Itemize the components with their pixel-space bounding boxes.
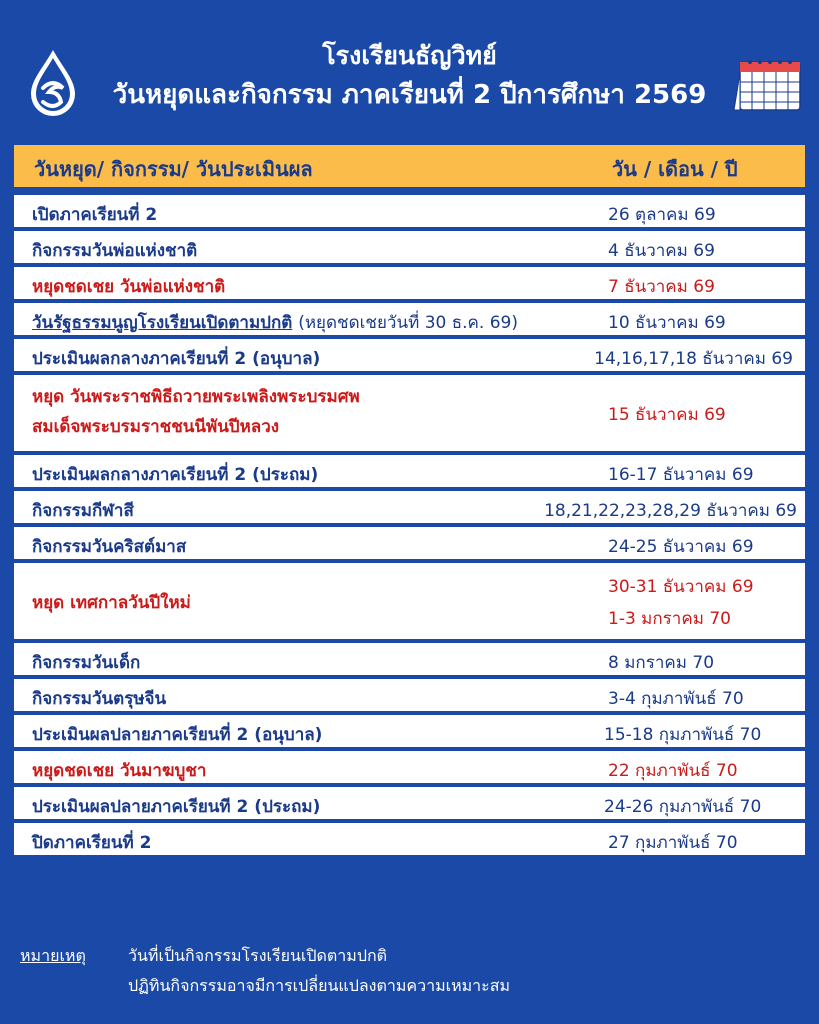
row-date: 24-26 กุมภาพันธ์ 70: [604, 797, 762, 817]
row-date: 7 ธันวาคม 69: [608, 277, 715, 297]
row-event: ประเมินผลปลายภาคเรียนที่ 2 (อนุบาล): [32, 725, 323, 745]
table-row: [14, 527, 805, 559]
row-date-line2: 1-3 มกราคม 70: [608, 609, 731, 629]
row-event: [32, 309, 518, 336]
row-event: ปิดภาคเรียนที่ 2: [32, 833, 152, 853]
row-event: หยุด วันพระราชพิธีถวายพระเพลิงพระบรมศพ: [32, 387, 360, 407]
school-name: โรงเรียนธัญวิทย์: [322, 41, 497, 70]
row-event-line2: สมเด็จพระบรมราชชนนีพันปีหลวง: [32, 417, 280, 437]
table-row: [14, 679, 805, 711]
table-row: [14, 195, 805, 227]
table-row: [14, 643, 805, 675]
row-date: 8 มกราคม 70: [608, 653, 715, 673]
page-title: วันหยุดและกิจกรรม ภาคเรียนที่ 2 ปีการศึกษา 2569: [112, 80, 707, 110]
footnote-line2: ปฏิทินกิจกรรมอาจมีการเปลี่ยนแปลงตามความเหมาะสม: [128, 976, 511, 995]
row-event: หยุดชดเชย วันพ่อแห่งชาติ: [32, 277, 226, 297]
row-event: หยุดชดเชย วันมาฆบูชา: [32, 761, 207, 781]
row-event: ประเมินผลปลายภาคเรียนที 2 (ประถม): [32, 797, 321, 817]
table-row: [14, 267, 805, 299]
row-date: 4 ธันวาคม 69: [608, 241, 715, 261]
table-row: [14, 715, 805, 747]
row-date: 27 กุมภาพันธ์ 70: [608, 833, 738, 853]
row-event: กิจกรรมวันเด็ก: [32, 653, 141, 673]
table-row: [14, 375, 805, 451]
table-row: [14, 231, 805, 263]
schedule-table: [14, 145, 805, 855]
table-row: [14, 339, 805, 371]
table-header: [14, 145, 805, 187]
row-event: ประเมินผลกลางภาคเรียนที่ 2 (อนุบาล): [32, 349, 321, 369]
table-row: [14, 823, 805, 855]
row-date: 10 ธันวาคม 69: [608, 313, 726, 333]
row-date: 30-31 ธันวาคม 69: [608, 577, 754, 597]
row-event: กิจกรรมวันคริสต์มาส: [32, 537, 187, 557]
row-date: 3-4 กุมภาพันธ์ 70: [608, 689, 744, 709]
row-date: 26 ตุลาคม 69: [608, 205, 716, 225]
row-date: 22 กุมภาพันธ์ 70: [608, 761, 738, 781]
header-date: วัน / เดือน / ปี: [612, 157, 738, 181]
table-row: [14, 491, 805, 523]
row-date: 24-25 ธันวาคม 69: [608, 537, 754, 557]
row-event: กิจกรรมกีฬาสี: [32, 501, 134, 521]
footnote-line1: วันที่เป็นกิจกรรมโรงเรียนเปิดตามปกติ: [128, 946, 388, 965]
row-date: 15 ธันวาคม 69: [608, 405, 726, 425]
calendar-icon: [732, 56, 802, 112]
header-event: วันหยุด/ กิจกรรม/ วันประเมินผล: [34, 157, 313, 181]
row-event: กิจกรรมวันพ่อแห่งชาติ: [32, 241, 198, 261]
row-event: หยุด เทศกาลวันปีใหม่: [32, 593, 191, 613]
row-date: 14,16,17,18 ธันวาคม 69: [594, 349, 793, 369]
table-row: [14, 303, 805, 335]
row-event: ประเมินผลกลางภาคเรียนที่ 2 (ประถม): [32, 465, 319, 485]
row-date: 18,21,22,23,28,29 ธันวาคม 69: [544, 501, 797, 521]
row-date: 15-18 กุมภาพันธ์ 70: [604, 725, 762, 745]
table-row: [14, 563, 805, 639]
row-event-note: (หยุดชดเชยวันที่ 30 ธ.ค. 69): [298, 313, 518, 333]
table-row: [14, 751, 805, 783]
row-event-title: วันรัฐธรรมนูญโรงเรียนเปิดตามปกติ: [32, 313, 293, 333]
row-event: เปิดภาคเรียนที่ 2: [32, 205, 158, 225]
page-header: [0, 30, 819, 140]
footnote-label: หมายเหตุ: [20, 946, 86, 965]
table-row: [14, 455, 805, 487]
row-event: กิจกรรมวันตรุษจีน: [32, 689, 167, 709]
table-row: [14, 787, 805, 819]
row-date: 16-17 ธันวาคม 69: [608, 465, 754, 485]
